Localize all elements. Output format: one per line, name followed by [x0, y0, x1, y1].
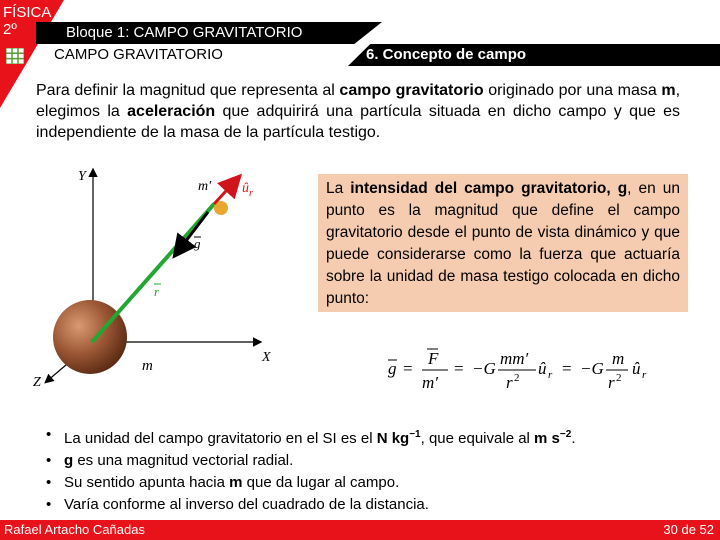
intro-paragraph: [36, 80, 680, 143]
intro-text: , elegimos la: [36, 82, 681, 120]
intro-bold-term: aceleración: [127, 103, 216, 120]
unit-vector-label: $û_r$: [242, 181, 253, 199]
formula-eq3: =: [562, 359, 572, 378]
mass-sphere: [53, 300, 127, 374]
mass-label: m: [142, 358, 153, 374]
intro-bold-term: m: [661, 82, 676, 99]
formula-mm: mm′: [500, 349, 529, 368]
position-vector: [92, 204, 214, 342]
intro-bold-term: campo gravitatorio: [339, 82, 484, 99]
field-formula: [386, 340, 686, 394]
formula-u-sub2: r: [642, 369, 647, 381]
formula-minusG2: −G: [580, 359, 604, 378]
definition-box: [318, 174, 688, 312]
footer-author: Rafael Artacho Cañadas: [4, 522, 145, 537]
formula-mprime: m′: [422, 373, 438, 392]
formula-u-sub: r: [548, 369, 553, 381]
definition-text: La: [326, 180, 351, 197]
course-subject: FÍSICA: [3, 4, 52, 21]
subtitle: CAMPO GRAVITATORIO: [54, 46, 223, 63]
formula-eq2: =: [454, 359, 464, 378]
formula-g: g: [388, 359, 397, 378]
formula-r2: r: [608, 373, 615, 392]
list-item: • Varía conforme al inverso del cuadrado de la distancia.: [42, 494, 682, 516]
list-item: • La unidad del campo gravitatorio en el SI es el N $kg^{-1}$, que equivale al m $s^{-2}$.: [42, 424, 682, 450]
axis-z-label: Z: [33, 375, 41, 390]
page-number: 30 de 52: [663, 522, 714, 537]
intro-text: Para definir la magnitud que representa al: [36, 82, 340, 99]
field-vector-label: g: [194, 236, 201, 251]
properties-list: [42, 424, 682, 516]
definition-bold-term: intensidad del campo gravitatorio, g: [350, 180, 628, 197]
formula-r: r: [506, 373, 513, 392]
formula-exp: 2: [514, 372, 520, 384]
axis-x-label: X: [262, 350, 271, 365]
gravitational-field-diagram: [28, 160, 318, 400]
formula-exp2: 2: [616, 372, 622, 384]
unit-vector: [214, 178, 238, 204]
list-item: • g es una magnitud vectorial radial.: [42, 450, 682, 472]
position-label: r: [154, 284, 160, 299]
formula-minusG: −G: [472, 359, 496, 378]
formula-u2: û: [632, 359, 641, 378]
formula-F: F: [428, 349, 439, 368]
test-mass-label: m′: [198, 179, 212, 194]
axis-y-label: Y: [78, 169, 86, 184]
formula-m: m: [612, 349, 625, 368]
list-item: • Su sentido apunta hacia m que da lugar al campo.: [42, 472, 682, 494]
section-title: 6. Concepto de campo: [366, 46, 527, 63]
block-title: Bloque 1: CAMPO GRAVITATORIO: [66, 24, 303, 41]
grid-icon: [6, 48, 24, 64]
course-year: 2º: [3, 21, 17, 38]
field-vector: [176, 212, 208, 254]
intro-text: que adquirirá una partícula situada en dicho campo y que es independiente de la masa de la partícula testigo.: [36, 103, 681, 141]
formula-u: û: [538, 359, 547, 378]
formula-eq: =: [403, 359, 413, 378]
intro-text: originado por una masa: [483, 82, 662, 99]
definition-text: , en un punto es la magnitud que define el campo gravitatorio desde el punto de vista dinámico y que puede considerarse como la fuerza que actuaría sobre la unidad de masa testigo colocada en dicho punto:: [326, 180, 680, 307]
